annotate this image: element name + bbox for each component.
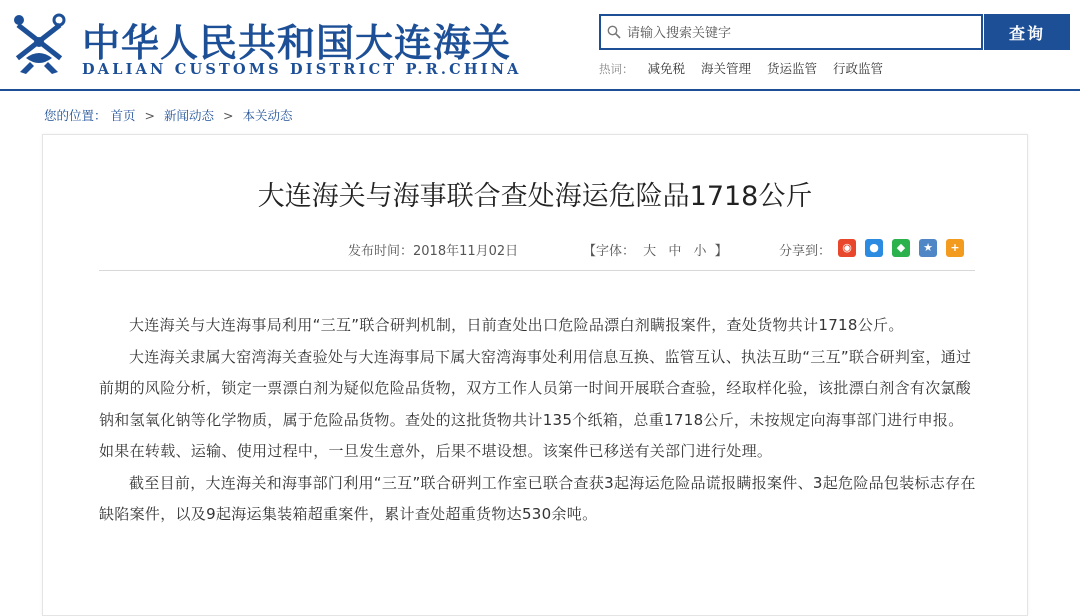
search-button[interactable]: 查询 (984, 14, 1070, 50)
article-paragraph: 大连海关隶属大窑湾海关查验处与大连海事局下属大窑湾海事处利用信息互换、监管互认、执法互助“三互”联合研判室，通过前期的风险分析，锁定一票漂白剂为疑似危险品货物，双方工作人员第一时间开展联合查验，经取样化验，该批漂白剂含有次氯酸钠和氢氧化钠等化学物质，属于危险品货物。查处的这批货物共计135个纸箱，总重1718公斤，未按规定向海事部门进行申报。如果在转载、运输、使用过程中，一旦发生意外，后果不堪设想。该案件已移送有关部门进行处理。 (99, 347, 972, 460)
breadcrumb (44, 106, 292, 124)
publish-date: 发布时间：2018年11月02日 (348, 244, 519, 259)
meta-divider (99, 270, 975, 271)
article-title: 大连海关与海事联合查处海运危险品1718公斤 (257, 181, 813, 212)
breadcrumb-label: 您的位置： (44, 108, 107, 123)
search-box (599, 14, 983, 50)
breadcrumb-home[interactable]: 首页 (110, 108, 136, 123)
hot-link-admin-supervision[interactable]: 行政监管 (832, 61, 883, 76)
wechat-icon[interactable]: ◆ (892, 239, 910, 257)
hot-keywords-label: 热词： (599, 62, 634, 76)
customs-emblem-icon (6, 8, 72, 78)
header-divider (0, 89, 1080, 91)
font-size-medium[interactable]: 中 (668, 244, 682, 259)
hot-link-freight-supervision[interactable]: 货运监管 (766, 61, 817, 76)
qzone-icon[interactable]: ★ (919, 239, 937, 257)
share-buttons (838, 239, 964, 257)
breadcrumb-separator: > (222, 108, 234, 123)
search-icon (607, 25, 621, 39)
hot-keywords (599, 59, 895, 77)
font-size-close: 】 (714, 244, 728, 259)
more-icon[interactable]: + (946, 239, 964, 257)
font-size-small[interactable]: 小 (693, 244, 707, 259)
breadcrumb-separator: > (144, 108, 155, 123)
breadcrumb-local-news[interactable]: 本关动态 (242, 108, 293, 123)
hot-link-customs-management[interactable]: 海关管理 (700, 61, 751, 76)
font-size-control (583, 240, 728, 259)
brand-title-en: DALIAN CUSTOMS DISTRICT P.R.CHINA (82, 61, 522, 78)
breadcrumb-news[interactable]: 新闻动态 (163, 108, 214, 123)
qq-icon[interactable]: ● (865, 239, 883, 257)
site-header (0, 0, 1080, 90)
font-size-large[interactable]: 大 (643, 244, 657, 259)
brand-title-cn: 中华人民共和国大连海关 (82, 20, 512, 65)
hot-link-tax[interactable]: 减免税 (647, 61, 685, 76)
share-label: 分享到： (779, 244, 832, 259)
article-paragraph: 大连海关与大连海事局利用“三互”联合研判机制，日前查处出口危险品漂白剂瞒报案件，查处货物共计1718公斤。 (129, 316, 904, 334)
article-paragraph: 截至目前，大连海关和海事部门利用“三互”联合研判工作室已联合查获3起海运危险品谎报瞒报案件、3起危险品包装标志存在缺陷案件，以及9起海运集装箱超重案件，累计查处超重货物达530余吨。 (99, 473, 976, 523)
article-body (99, 310, 977, 531)
weibo-icon[interactable]: ◉ (838, 239, 856, 257)
font-size-label: 【字体： (583, 244, 636, 259)
search-input[interactable] (625, 20, 979, 46)
